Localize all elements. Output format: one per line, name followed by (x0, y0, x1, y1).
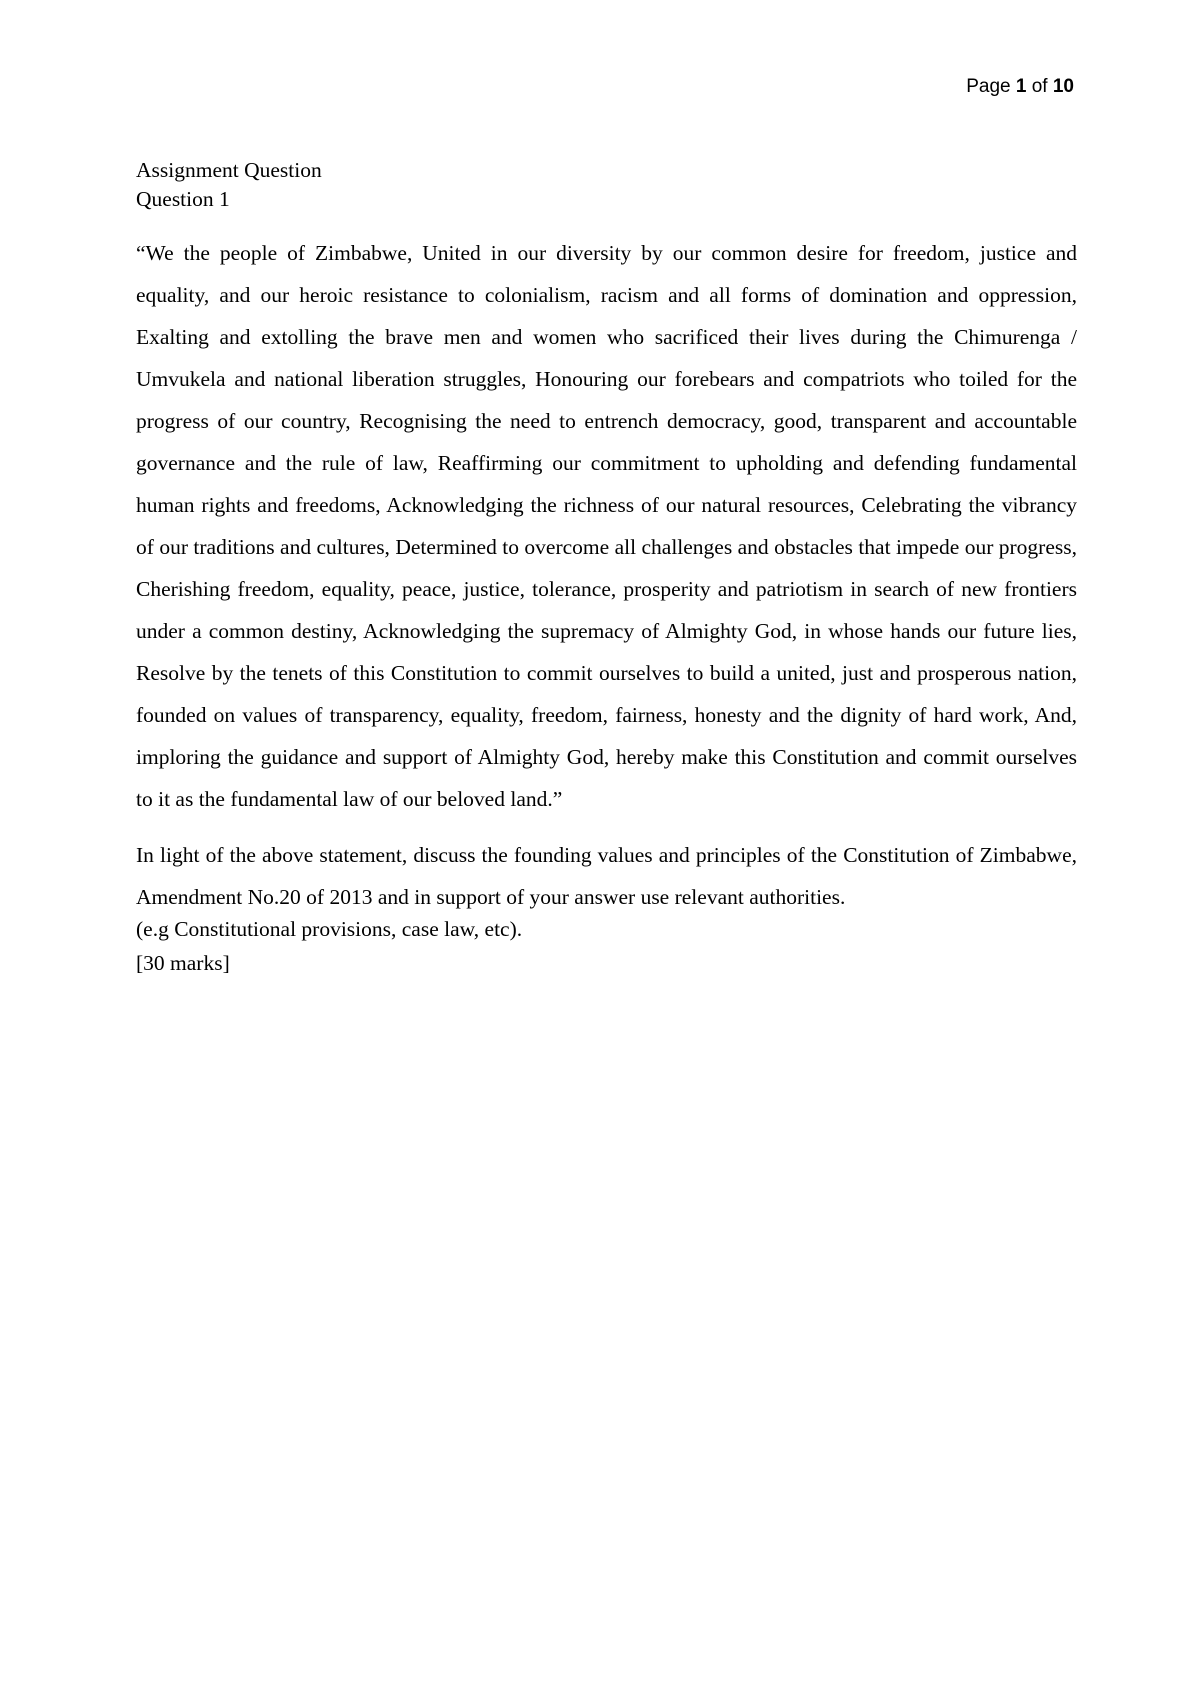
page-number (966, 76, 1074, 98)
question-text: In light of the above statement, discuss the founding values and principles of the Constitution of Zimbabwe, Amendment No.20 of 2013 and in support of your answer use relevant authorities. (136, 843, 1077, 909)
assignment-title: Assignment Question (136, 158, 322, 182)
total-pages-number: 10 (1052, 76, 1074, 97)
of-label: of (1031, 76, 1048, 97)
constitution-preamble-quote: “We the people of Zimbabwe, United in our diversity by our common desire for freedom, justice and equality, and our heroic resistance to colonialism, racism and all forms of domination and oppression, Exalting and extolling the brave men and women who sacrificed their lives during the Chimurenga / Umvukela and national liberation struggles, Honouring our forebears and compatriots who toiled for the progress of our country, Recognising the need to entrench democracy, good, transparent and accountable governance and the rule of law, Reaffirming our commitment to upholding and defending fundamental human rights and freedoms, Acknowledging the richness of our natural resources, Celebrating the vibrancy of our traditions and cultures, Determined to overcome all challenges and obstacles that impede our progress, Cherishing freedom, equality, peace, justice, tolerance, prosperity and patriotism in search of new frontiers under a common destiny, Acknowledging the supremacy of Almighty God, in whose hands our future lies, Resolve by the tenets of this Constitution to commit ourselves to build a united, just and prosperous nation, founded on values of transparency, equality, freedom, fairness, honesty and the dignity of hard work, And, imploring the guidance and support of Almighty God, hereby make this Constitution and commit ourselves to it as the fundamental law of our beloved land.” (136, 241, 1077, 811)
current-page-number: 1 (1015, 76, 1027, 97)
document-body (136, 156, 1077, 980)
page-label: Page (966, 76, 1011, 97)
marks-allocation: [30 marks] (136, 951, 230, 975)
question-number: Question 1 (136, 187, 230, 211)
examples-note: (e.g Constitutional provisions, case law, etc). (136, 917, 523, 941)
